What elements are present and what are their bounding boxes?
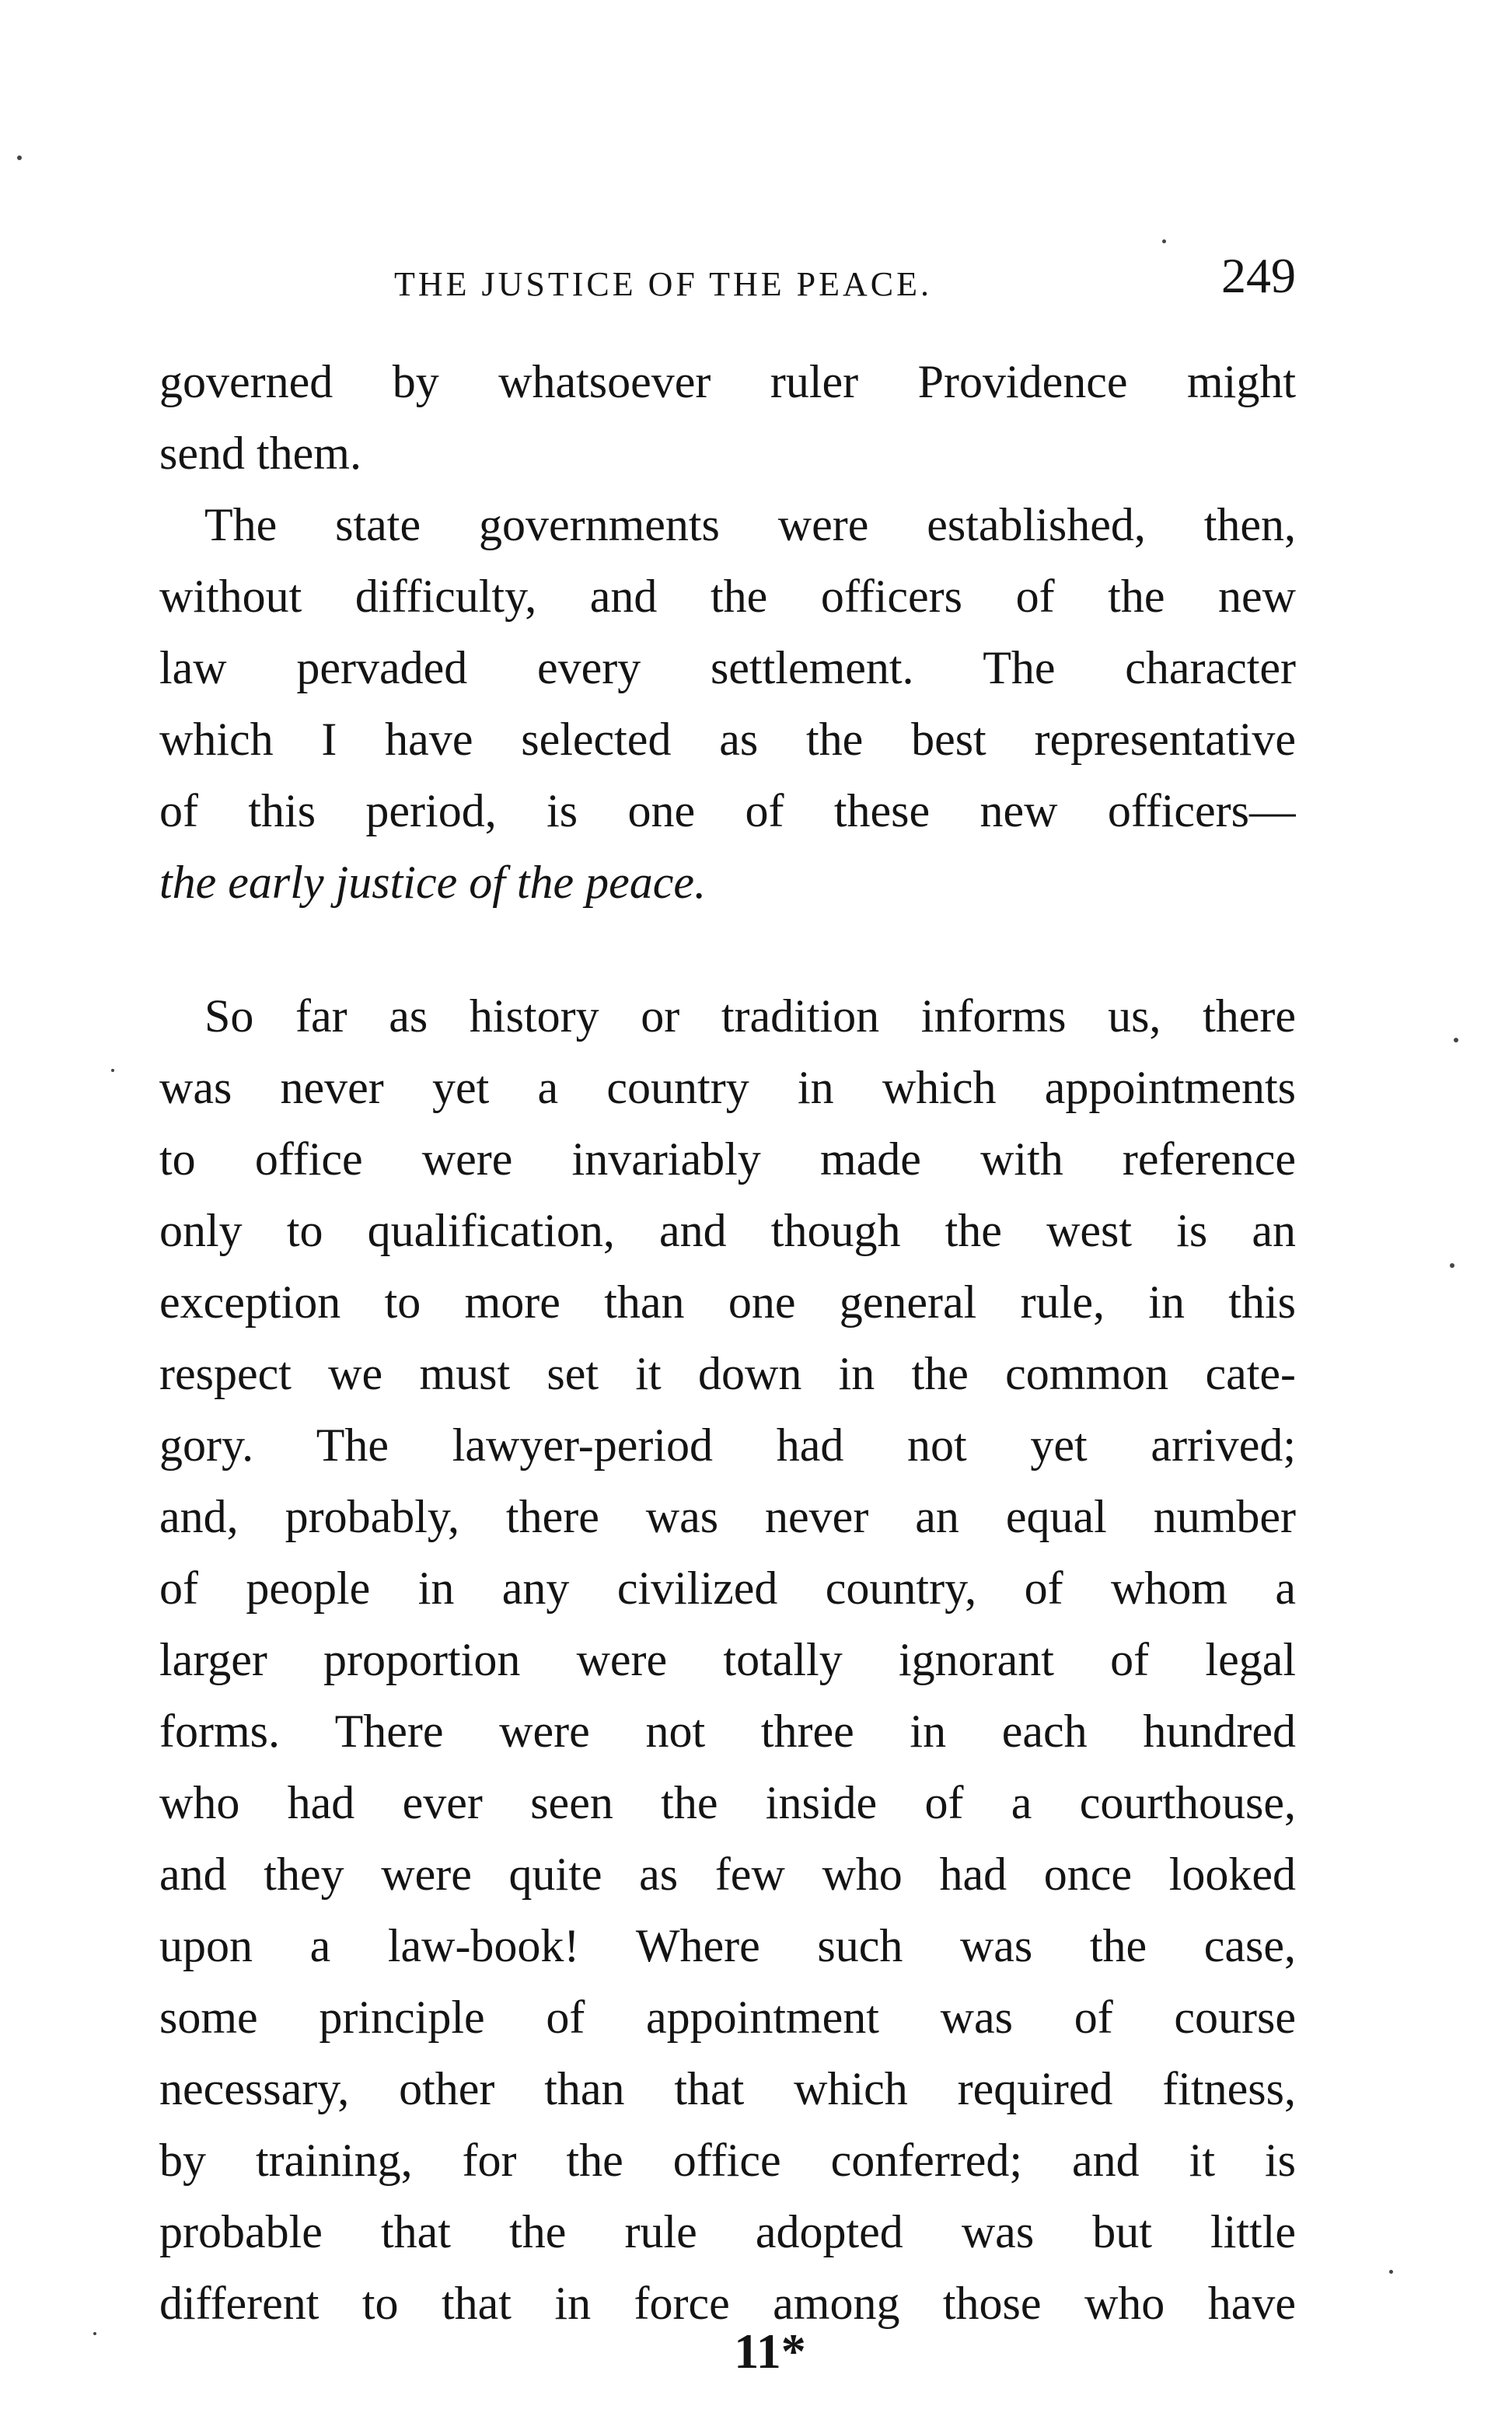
text-line: which I have selected as the best representative <box>159 714 1296 765</box>
scan-speck <box>1450 1263 1454 1268</box>
scan-speck <box>17 155 22 160</box>
text-line: law pervaded every settlement. The character <box>159 642 1296 693</box>
text-line: without difficulty, and the officers of the new <box>159 571 1296 622</box>
page-header <box>159 247 1296 309</box>
text-line: and they were quite as few who had once looked <box>159 1849 1296 1900</box>
running-head: THE JUSTICE OF THE PEACE. <box>394 265 932 303</box>
text-line: of people in any civilized country, of whom a <box>159 1562 1296 1614</box>
text-line: the early justice of the peace. <box>159 857 707 908</box>
text-line: exception to more than one general rule, in this <box>159 1276 1296 1328</box>
text-line: respect we must set it down in the common cate- <box>159 1348 1296 1399</box>
text-line: different to that in force among those who have <box>159 2278 1296 2329</box>
text-line: forms. There were not three in each hundred <box>159 1706 1296 1757</box>
scan-speck <box>1162 239 1166 243</box>
scan-speck <box>1389 2270 1393 2274</box>
text-line: necessary, other than that which required fitness, <box>159 2063 1296 2114</box>
text-line: probable that the rule adopted was but little <box>159 2206 1296 2257</box>
scan-speck <box>93 2332 96 2335</box>
scan-speck <box>111 1069 114 1072</box>
text-line: to office were invariably made with reference <box>159 1133 1296 1185</box>
body-text <box>159 346 1296 2339</box>
text-line: by training, for the office conferred; and it is <box>159 2135 1296 2186</box>
scan-speck <box>1454 1038 1458 1042</box>
text-line: was never yet a country in which appointments <box>159 1062 1296 1113</box>
section-break <box>159 918 1296 980</box>
text-line: So far as history or tradition informs us, there <box>204 990 1296 1042</box>
page-number: 249 <box>1221 248 1296 303</box>
text-line: of this period, is one of these new officers— <box>159 785 1296 836</box>
signature-mark: 11* <box>734 2323 806 2379</box>
text-line: some principle of appointment was of course <box>159 1992 1296 2043</box>
text-line: and, probably, there was never an equal number <box>159 1491 1296 1542</box>
text-line: gory. The lawyer-period had not yet arrived; <box>159 1419 1296 1471</box>
text-line: who had ever seen the inside of a courthouse, <box>159 1777 1296 1828</box>
text-line: send them. <box>159 428 361 479</box>
text-line: upon a law-book! Where such was the case, <box>159 1920 1296 1971</box>
text-line: larger proportion were totally ignorant of legal <box>159 1634 1296 1685</box>
text-line: only to qualification, and though the west is an <box>159 1205 1296 1256</box>
text-line: governed by whatsoever ruler Providence might <box>159 356 1296 407</box>
text-line: The state governments were established, then, <box>204 499 1296 550</box>
